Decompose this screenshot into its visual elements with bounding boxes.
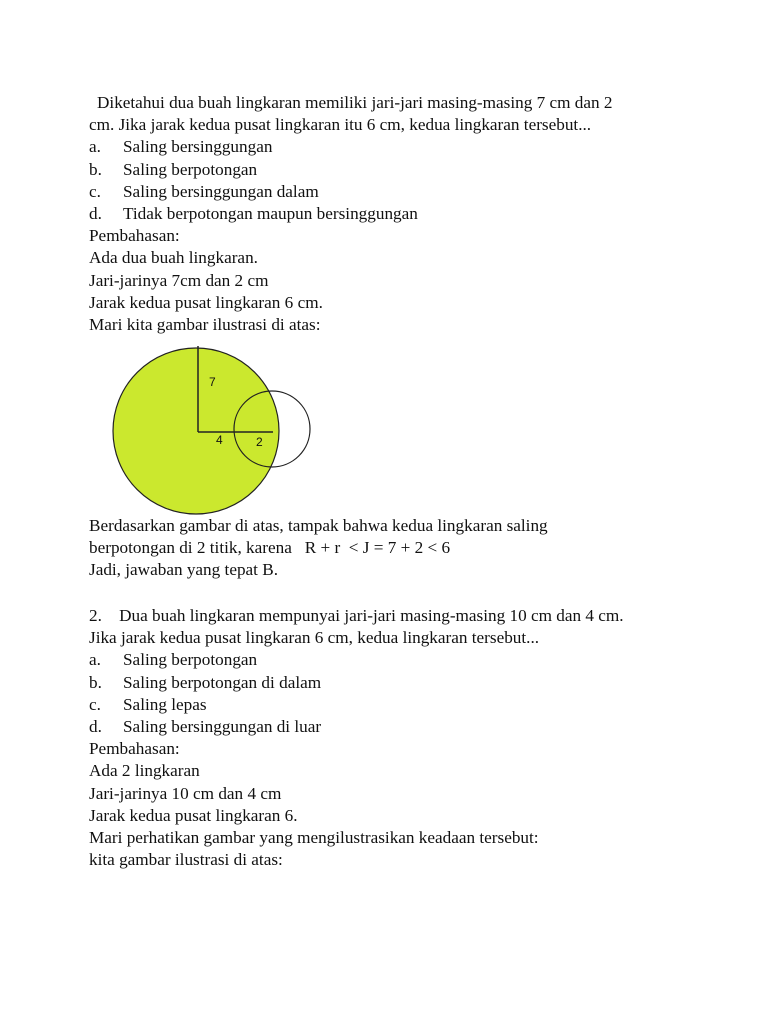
big-circle — [113, 348, 279, 514]
problem-2-question-line-1: 2. Dua buah lingkaran mempunyai jari-jari masing-masing 10 cm dan 4 cm. — [89, 606, 624, 625]
discussion-line: Jarak kedua pusat lingkaran 6 cm. — [89, 292, 323, 312]
option-letter: d. — [89, 203, 102, 223]
problem-2-options — [89, 649, 719, 738]
conclusion-answer: Jadi, jawaban yang tepat B. — [89, 560, 279, 580]
circles-svg — [110, 343, 320, 473]
problem-2-discussion — [89, 738, 719, 871]
option-text: Saling lepas — [123, 694, 207, 714]
problem-1-option-b — [89, 159, 709, 181]
problem-2-option-b — [89, 672, 719, 694]
problem-1-option-a — [89, 136, 709, 158]
option-letter: b. — [89, 672, 102, 692]
option-letter: a. — [89, 137, 101, 157]
option-text: Saling bersinggungan dalam — [123, 181, 319, 201]
label-distance-4: 4 — [216, 433, 223, 447]
conclusion-line: berpotongan di 2 titik, karena R + r < J = 7 + 2 < 6 — [89, 538, 451, 558]
problem-2-option-d — [89, 716, 719, 738]
option-letter: a. — [89, 650, 101, 670]
label-radius-2: 2 — [256, 435, 263, 449]
option-letter: c. — [89, 181, 101, 201]
problem-1-option-d — [89, 203, 709, 225]
option-letter: b. — [89, 159, 102, 179]
problem-2 — [89, 605, 719, 871]
option-text: Saling berpotongan di dalam — [123, 672, 322, 692]
label-radius-7: 7 — [209, 375, 216, 389]
problem-1-options — [89, 136, 709, 225]
circles-illustration — [110, 343, 320, 473]
problem-1-question-line-1: Diketahui dua buah lingkaran memiliki jari-jari masing-masing 7 cm dan 2 — [97, 93, 613, 112]
discussion-line: Ada 2 lingkaran — [89, 761, 200, 781]
conclusion-line: Berdasarkan gambar di atas, tampak bahwa kedua lingkaran saling — [89, 516, 548, 535]
problem-2-option-c — [89, 694, 719, 716]
problem-1 — [89, 92, 709, 336]
discussion-line: Mari perhatikan gambar yang mengilustrasikan keadaan tersebut: — [89, 827, 539, 847]
option-text: Saling bersinggungan di luar — [123, 716, 322, 736]
option-text: Saling bersinggungan — [123, 137, 273, 157]
discussion-line: Mari kita gambar ilustrasi di atas: — [89, 314, 321, 334]
discussion-heading: Pembahasan: — [89, 226, 180, 246]
option-text: Saling berpotongan — [123, 159, 258, 179]
option-text: Saling berpotongan — [123, 650, 258, 670]
problem-1-conclusion — [89, 515, 709, 582]
discussion-line: Jari-jarinya 10 cm dan 4 cm — [89, 783, 282, 803]
discussion-line: Jari-jarinya 7cm dan 2 cm — [89, 270, 269, 290]
option-letter: d. — [89, 716, 102, 736]
problem-1-option-c — [89, 181, 709, 203]
discussion-line: Ada dua buah lingkaran. — [89, 248, 258, 268]
discussion-heading: Pembahasan: — [89, 739, 180, 759]
option-text: Tidak berpotongan maupun bersinggungan — [123, 203, 418, 223]
discussion-line: kita gambar ilustrasi di atas: — [89, 850, 283, 870]
problem-1-discussion — [89, 225, 709, 336]
discussion-line: Jarak kedua pusat lingkaran 6. — [89, 805, 298, 825]
problem-1-question-line-2: cm. Jika jarak kedua pusat lingkaran itu 6 cm, kedua lingkaran tersebut... — [89, 115, 592, 135]
problem-2-question-line-2: Jika jarak kedua pusat lingkaran 6 cm, kedua lingkaran tersebut... — [89, 628, 540, 648]
option-letter: c. — [89, 694, 101, 714]
problem-2-option-a — [89, 649, 719, 671]
